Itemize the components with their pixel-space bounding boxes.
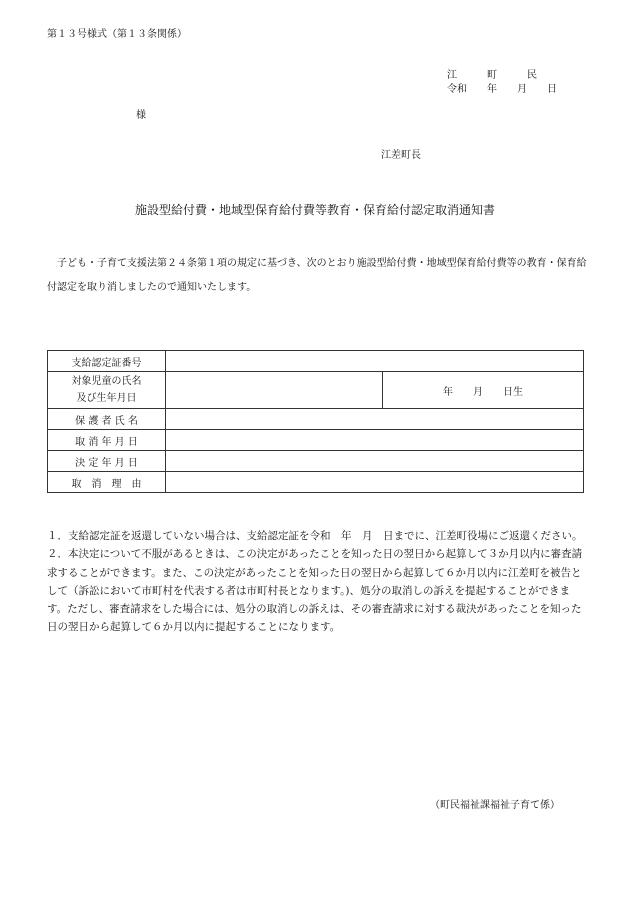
- table-row: [48, 372, 584, 409]
- cancel-date-cell: [166, 430, 584, 451]
- child-label: [48, 372, 166, 409]
- guardian-cell: [166, 409, 584, 430]
- cert-number-cell: [166, 351, 584, 372]
- guardian-label: 保 護 者 氏 名: [48, 409, 166, 430]
- note-1: １．支給認定証を返還していない場合は、支給認定証を令和 年 月 日までに、江差町役場にご返還ください。: [47, 530, 583, 542]
- form-number: 第１３号様式（第１３条関係）: [47, 29, 187, 40]
- table-row: [48, 409, 584, 430]
- cancel-date-label: 取 消 年 月 日: [48, 430, 166, 451]
- birth-date-cell: 年 月 日生: [383, 372, 584, 409]
- child-label-line1: 対象児童の氏名: [71, 376, 142, 387]
- table-row: [48, 472, 584, 493]
- reason-cell: [166, 472, 584, 493]
- table-row: [48, 430, 584, 451]
- sender-name: 江差町長: [381, 150, 421, 161]
- table-row: [48, 451, 584, 472]
- recipient-honorific: 様: [136, 110, 146, 121]
- decision-date-label: 決 定 年 月 日: [48, 451, 166, 472]
- table-row: [48, 351, 584, 372]
- department-name: （町民福祉課福祉子育て係）: [430, 800, 560, 811]
- intro-paragraph: 子ども・子育て支援法第２４条第１項の規定に基づき、次のとおり施設型給付費・地域型保育給付費等の教育・保育給付認定を取り消しましたので通知いたします。: [47, 258, 587, 293]
- document-title: 施設型給付費・地域型保育給付費等教育・保育給付認定取消通知書: [134, 203, 495, 217]
- note-2: ２．本決定について不服があるときは、この決定があったことを知った日の翌日から起算して３か月以内に審査請求することができます。また、この決定があったことを知った日の翌日から起算して６か月以内に江差町を被告として（訴訟において市町村を代表する者は市町村長となります。)、処分の取消しの訴えを提起することができます。ただし、審査請求をした場合には、処分の取消しの訴えは、その審査請求に対する裁決があったことを知った日の翌日から起算して６か月以内に提起することになります。: [47, 548, 583, 634]
- child-name-cell: [166, 372, 383, 409]
- reason-label: 取 消 理 由: [48, 472, 166, 493]
- notes-section: [47, 527, 587, 637]
- certificate-info-table: [47, 350, 584, 493]
- reference-line: 江 町 民: [447, 70, 537, 81]
- cert-number-label: 支給認定証番号: [48, 351, 166, 372]
- child-label-line2: 及び生年月日: [76, 393, 137, 404]
- issue-date-line: 令和 年 月 日: [447, 84, 557, 95]
- decision-date-cell: [166, 451, 584, 472]
